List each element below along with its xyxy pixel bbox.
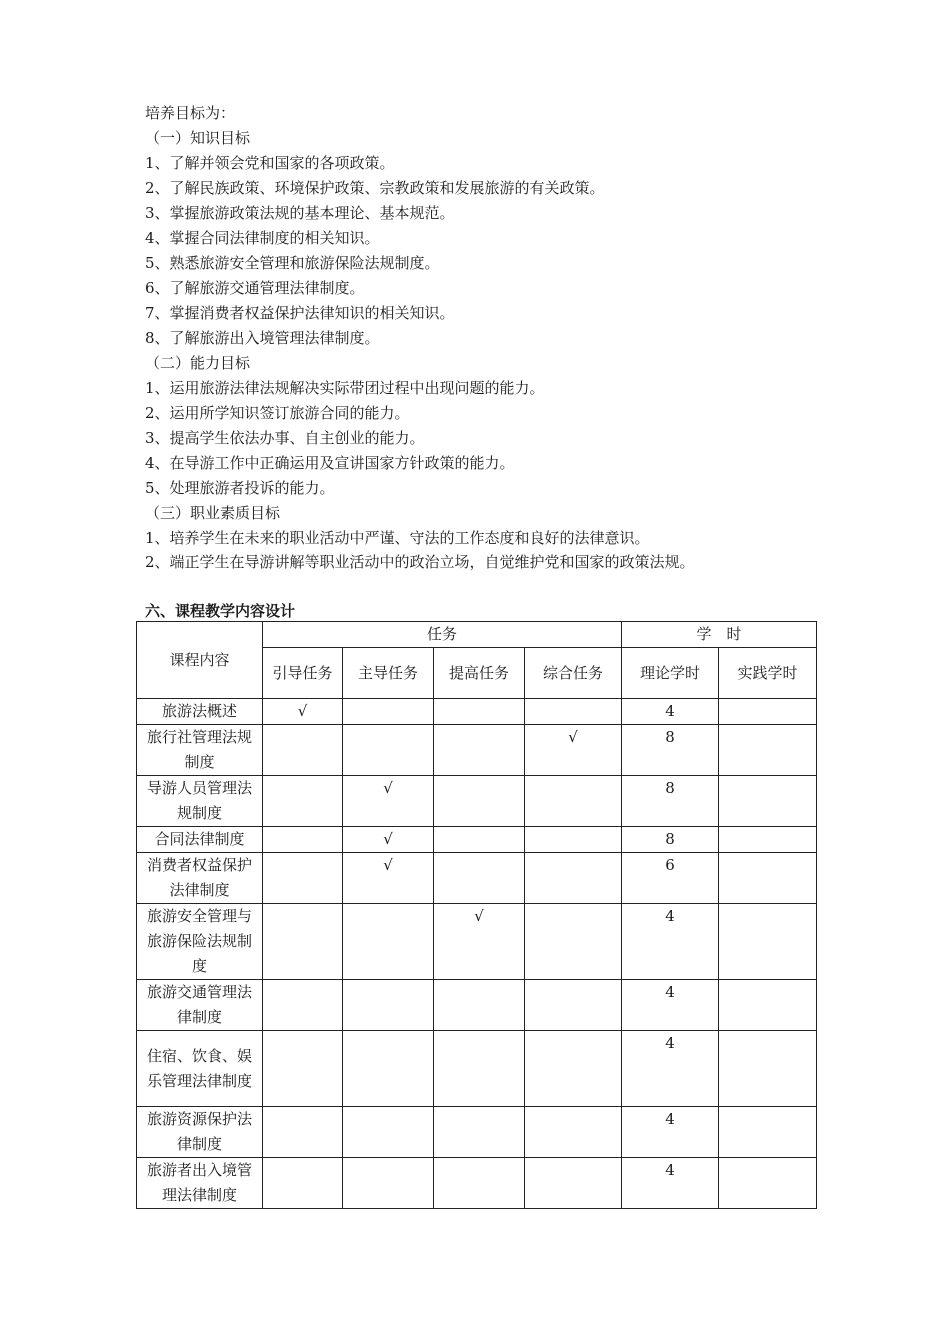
task-check-cell: √ [343, 776, 434, 827]
practice-hours-cell [719, 1031, 817, 1107]
ability-title: （二）能力目标 [145, 354, 251, 372]
task-check-cell [343, 980, 434, 1031]
task-check-cell [434, 827, 525, 853]
header-task-guide: 引导任务 [263, 648, 343, 699]
course-name-cell: 旅游法概述 [137, 699, 263, 725]
header-theory-hours: 理论学时 [622, 648, 719, 699]
task-check-cell [434, 776, 525, 827]
theory-hours-cell: 4 [622, 904, 719, 980]
task-check-cell [525, 776, 622, 827]
header-practice-hours: 实践学时 [719, 648, 817, 699]
task-check-cell [263, 853, 343, 904]
knowledge-item: 3、掌握旅游政策法规的基本理论、基本规范。 [145, 204, 455, 222]
task-check-cell [434, 1107, 525, 1158]
ability-item: 3、提高学生依法办事、自主创业的能力。 [145, 429, 425, 447]
task-check-cell: √ [343, 827, 434, 853]
task-check-cell [525, 1107, 622, 1158]
table-row [137, 699, 817, 725]
ability-item: 1、运用旅游法律法规解决实际带团过程中出现问题的能力。 [145, 379, 545, 397]
ability-item: 4、在导游工作中正确运用及宣讲国家方针政策的能力。 [145, 454, 515, 472]
task-check-cell [343, 904, 434, 980]
course-name-cell: 消费者权益保护法律制度 [137, 853, 263, 904]
quality-title: （三）职业素质目标 [145, 504, 281, 522]
table-row [137, 725, 817, 776]
practice-hours-cell [719, 699, 817, 725]
task-check-cell [343, 699, 434, 725]
header-hours-group: 学 时 [622, 622, 817, 648]
task-check-cell [525, 699, 622, 725]
course-name-cell: 旅游者出入境管理法律制度 [137, 1158, 263, 1209]
course-name-cell: 旅游安全管理与旅游保险法规制度 [137, 904, 263, 980]
task-check-cell: √ [525, 725, 622, 776]
task-check-cell [434, 1158, 525, 1209]
table-row [137, 980, 817, 1031]
table-row [137, 853, 817, 904]
task-check-cell [434, 1031, 525, 1107]
task-check-cell [434, 725, 525, 776]
course-name-cell: 旅游资源保护法律制度 [137, 1107, 263, 1158]
knowledge-item: 1、了解并领会党和国家的各项政策。 [145, 154, 395, 172]
theory-hours-cell: 8 [622, 827, 719, 853]
header-task-integrated: 综合任务 [525, 648, 622, 699]
table-row [137, 827, 817, 853]
course-content-table [136, 621, 817, 1209]
task-check-cell [434, 853, 525, 904]
quality-item: 1、培养学生在未来的职业活动中严谨、守法的工作态度和良好的法律意识。 [145, 529, 650, 547]
task-check-cell [434, 699, 525, 725]
knowledge-item: 5、熟悉旅游安全管理和旅游保险法规制度。 [145, 254, 440, 272]
task-check-cell [525, 980, 622, 1031]
theory-hours-cell: 4 [622, 980, 719, 1031]
task-check-cell [525, 904, 622, 980]
task-check-cell [263, 776, 343, 827]
course-name-cell: 旅游交通管理法律制度 [137, 980, 263, 1031]
quality-item: 2、端正学生在导游讲解等职业活动中的政治立场，自觉维护党和国家的政策法规。 [145, 553, 695, 571]
task-check-cell [263, 904, 343, 980]
table-row [137, 1107, 817, 1158]
task-check-cell [263, 1107, 343, 1158]
task-check-cell [343, 1107, 434, 1158]
header-task-advanced: 提高任务 [434, 648, 525, 699]
course-name-cell: 旅行社管理法规制度 [137, 725, 263, 776]
task-check-cell [263, 1158, 343, 1209]
task-check-cell [525, 853, 622, 904]
practice-hours-cell [719, 853, 817, 904]
practice-hours-cell [719, 776, 817, 827]
practice-hours-cell [719, 1158, 817, 1209]
table-row [137, 904, 817, 980]
ability-item: 2、运用所学知识签订旅游合同的能力。 [145, 404, 410, 422]
task-check-cell: √ [343, 853, 434, 904]
theory-hours-cell: 4 [622, 699, 719, 725]
task-check-cell [343, 725, 434, 776]
course-name-cell: 合同法律制度 [137, 827, 263, 853]
theory-hours-cell: 4 [622, 1031, 719, 1107]
theory-hours-cell: 4 [622, 1158, 719, 1209]
task-check-cell [525, 827, 622, 853]
section-heading: 六、课程教学内容设计 [145, 602, 296, 620]
theory-hours-cell: 8 [622, 776, 719, 827]
task-check-cell [343, 1031, 434, 1107]
header-task-main: 主导任务 [343, 648, 434, 699]
knowledge-item: 7、掌握消费者权益保护法律知识的相关知识。 [145, 304, 455, 322]
task-check-cell [263, 725, 343, 776]
task-check-cell [343, 1158, 434, 1209]
task-check-cell [525, 1031, 622, 1107]
practice-hours-cell [719, 725, 817, 776]
practice-hours-cell [719, 980, 817, 1031]
task-check-cell [525, 1158, 622, 1209]
task-check-cell [263, 1031, 343, 1107]
theory-hours-cell: 8 [622, 725, 719, 776]
ability-item: 5、处理旅游者投诉的能力。 [145, 479, 335, 497]
table-row [137, 776, 817, 827]
task-check-cell: √ [263, 699, 343, 725]
knowledge-item: 8、了解旅游出入境管理法律制度。 [145, 329, 380, 347]
table-row [137, 1031, 817, 1107]
table-body [137, 699, 817, 1209]
practice-hours-cell [719, 827, 817, 853]
knowledge-item: 2、了解民族政策、环境保护政策、宗教政策和发展旅游的有关政策。 [145, 179, 605, 197]
header-content: 课程内容 [137, 622, 263, 699]
task-check-cell: √ [434, 904, 525, 980]
task-check-cell [263, 827, 343, 853]
theory-hours-cell: 6 [622, 853, 719, 904]
knowledge-item: 4、掌握合同法律制度的相关知识。 [145, 229, 380, 247]
course-name-cell: 导游人员管理法规制度 [137, 776, 263, 827]
theory-hours-cell: 4 [622, 1107, 719, 1158]
header-task-group: 任务 [263, 622, 622, 648]
knowledge-item: 6、了解旅游交通管理法律制度。 [145, 279, 365, 297]
practice-hours-cell [719, 1107, 817, 1158]
task-check-cell [263, 980, 343, 1031]
task-check-cell [434, 980, 525, 1031]
objectives-intro: 培养目标为： [145, 104, 236, 122]
practice-hours-cell [719, 904, 817, 980]
table-row [137, 1158, 817, 1209]
course-name-cell: 住宿、饮食、娱乐管理法律制度 [137, 1031, 263, 1107]
knowledge-title: （一）知识目标 [145, 129, 251, 147]
